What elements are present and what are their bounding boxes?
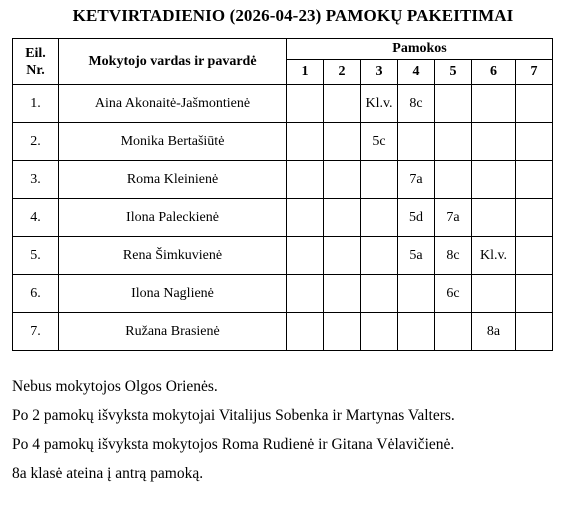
col-header-lessons: Pamokos [287,39,553,60]
col-header-no-text: Eil. Nr. [25,45,46,78]
lesson-cell-5: 7a [435,199,472,237]
note-line: 8a klasė ateina į antrą pamoką. [12,465,204,482]
row-number: 7. [13,313,59,351]
teacher-name: Ilona Naglienė [59,275,287,313]
lesson-cell-5 [435,161,472,199]
table-row [13,199,553,237]
lesson-cell-4: 5d [398,199,435,237]
lesson-cell-1 [287,237,324,275]
lesson-cell-7 [516,85,553,123]
lesson-cell-1 [287,85,324,123]
lesson-number-4: 4 [398,60,435,85]
lesson-number-6: 6 [472,60,516,85]
note-line: Po 2 pamokų išvyksta mokytojai Vitalijus Sobenka ir Martynas Valters. [12,407,455,424]
teacher-name: Ilona Paleckienė [59,199,287,237]
lesson-cell-3 [361,161,398,199]
table-row [13,123,553,161]
lesson-cell-7 [516,275,553,313]
lesson-cell-2 [324,123,361,161]
lesson-cell-4 [398,123,435,161]
lesson-cell-3 [361,313,398,351]
lesson-cell-6 [472,85,516,123]
row-number: 5. [13,237,59,275]
lesson-cell-4: 5a [398,237,435,275]
lesson-cell-3 [361,275,398,313]
table-row [13,313,553,351]
lesson-cell-7 [516,313,553,351]
teacher-name: Roma Kleinienė [59,161,287,199]
lesson-cell-2 [324,313,361,351]
lesson-cell-3 [361,237,398,275]
col-header-name: Mokytojo vardas ir pavardė [59,39,287,85]
lesson-cell-5: 8c [435,237,472,275]
note-line: Po 4 pamokų išvyksta mokytojos Roma Rudienė ir Gitana Vėlavičienė. [12,436,455,453]
table-row [13,161,553,199]
lesson-cell-7 [516,123,553,161]
row-number: 4. [13,199,59,237]
table-row [13,275,553,313]
teacher-name: Rena Šimkuvienė [59,237,287,275]
lesson-cell-1 [287,313,324,351]
lesson-cell-6 [472,123,516,161]
lesson-cell-6 [472,275,516,313]
lesson-cell-4 [398,275,435,313]
lesson-cell-7 [516,161,553,199]
lesson-cell-4: 8c [398,85,435,123]
teacher-name: Aina Akonaitė-Jašmontienė [59,85,287,123]
lesson-cell-1 [287,161,324,199]
lesson-number-2: 2 [324,60,361,85]
lesson-cell-2 [324,85,361,123]
lesson-cell-4 [398,313,435,351]
lesson-cell-3: Kl.v. [361,85,398,123]
notes [12,372,455,488]
lesson-number-1: 1 [287,60,324,85]
lesson-cell-3: 5c [361,123,398,161]
lesson-cell-5 [435,85,472,123]
lesson-cell-2 [324,237,361,275]
lesson-cell-6: 8a [472,313,516,351]
table-row [13,237,553,275]
lesson-cell-5 [435,313,472,351]
lesson-cell-5 [435,123,472,161]
lesson-number-5: 5 [435,60,472,85]
lesson-number-7: 7 [516,60,553,85]
lesson-cell-6 [472,199,516,237]
lesson-cell-4: 7a [398,161,435,199]
lesson-cell-2 [324,161,361,199]
lesson-number-3: 3 [361,60,398,85]
row-number: 2. [13,123,59,161]
teacher-name: Ružana Brasienė [59,313,287,351]
lesson-cell-3 [361,199,398,237]
lesson-cell-6 [472,161,516,199]
lesson-cell-7 [516,237,553,275]
lesson-changes-table [12,38,553,351]
table-row [13,85,553,123]
lesson-cell-1 [287,199,324,237]
teacher-name: Monika Bertašiūtė [59,123,287,161]
lesson-cell-1 [287,275,324,313]
row-number: 3. [13,161,59,199]
note-line: Nebus mokytojos Olgos Orienės. [12,378,218,395]
row-number: 1. [13,85,59,123]
lesson-cell-7 [516,199,553,237]
lesson-cell-5: 6c [435,275,472,313]
lesson-cell-6: Kl.v. [472,237,516,275]
row-number: 6. [13,275,59,313]
lesson-cell-2 [324,199,361,237]
lesson-cell-2 [324,275,361,313]
page-title: KETVIRTADIENIO (2026-04-23) PAMOKŲ PAKEITIMAI [72,6,514,25]
lesson-cell-1 [287,123,324,161]
col-header-no [13,39,59,85]
